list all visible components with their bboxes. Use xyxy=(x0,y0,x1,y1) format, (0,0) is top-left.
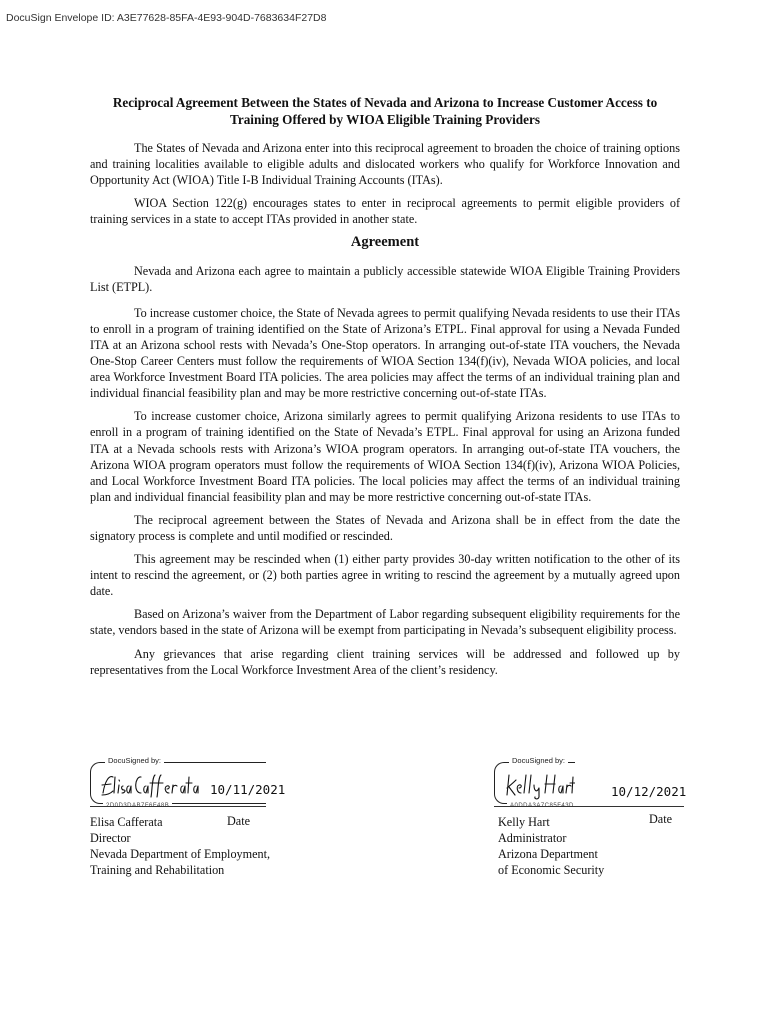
signer-details xyxy=(498,814,604,878)
signer-org-line-2: Training and Rehabilitation xyxy=(90,863,225,878)
signer-org-line-1: Nevada Department of Employment, xyxy=(90,847,271,862)
agreement-paragraph-2: To increase customer choice, the State of Nevada agrees to permit qualifying Nevada residents to use their ITAs to enroll in a program of training identified on the State of Arizona’s ETPL. Final approval for using a Nevada Funded ITA at an Arizona school rests with Nevada’s One-Stop operators. In arranging out-of-state ITA vouchers, the Nevada One-Stop Career Centers must follow the requirements of WIOA Section 134(f)(iv), Nevada WIOA policies, and local area Workforce Investment Board ITA policies. The area policies may affect the terms of an individual training plan and individual financial feasibility plan and may be more restrictive concerning out-of-state ITAs. xyxy=(90,305,680,401)
signature-line xyxy=(90,806,266,807)
signer-org-line-1: Arizona Department xyxy=(498,847,598,862)
document-title: Reciprocal Agreement Between the States of Nevada and Arizona to Increase Customer Access to Training Offered by WIOA Eligible Training Providers xyxy=(112,95,658,127)
docusign-envelope-id: DocuSign Envelope ID: A3E77628-85FA-4E93-904D-7683634F27D8 xyxy=(6,12,327,24)
docusign-frame-id: 2D0D3DAB7F6F48B xyxy=(103,803,172,809)
intro-paragraph-1: The States of Nevada and Arizona enter into this reciprocal agreement to broaden the choice of training options and training localities available to eligible adults and dislocated workers who qualify for Workforce Innovation and Opportunity Act (WIOA) Title I-B Individual Training Accounts (ITAs). xyxy=(90,141,680,188)
signer-org-line-2: of Economic Security xyxy=(498,863,605,878)
handwritten-signature xyxy=(503,771,575,801)
agreement-paragraph-4: The reciprocal agreement between the States of Nevada and Arizona shall be in effect from the date the signatory process is complete and until modified or rescinded. xyxy=(90,512,680,543)
agreement-paragraph-6: Based on Arizona’s waiver from the Department of Labor regarding subsequent eligibility requirements for the state, vendors based in the state of Arizona will be exempt from participating in Nevada’s subsequent eligibility process. xyxy=(90,607,680,638)
agreement-heading: Agreement xyxy=(350,234,420,251)
docusign-frame xyxy=(494,756,575,809)
docusign-frame-id: A0DDA3A7C85F43D xyxy=(507,803,577,809)
signer-name: Kelly Hart xyxy=(498,815,550,829)
docusigned-by-label: DocuSigned by: xyxy=(105,756,164,765)
date-label: Date xyxy=(649,812,673,826)
signer-title: Director xyxy=(90,831,131,846)
docusigned-by-label: DocuSigned by: xyxy=(509,756,568,765)
handwritten-signature xyxy=(99,771,199,801)
agreement-paragraph-1: Nevada and Arizona each agree to maintain a publicly accessible statewide WIOA Eligible Training Providers List (ETPL). xyxy=(90,263,680,294)
agreement-paragraph-7: Any grievances that arise regarding client training services will be addressed and followed up by representatives from the Local Workforce Investment Area of the client’s residency. xyxy=(90,646,680,677)
signed-date: 10/12/2021 xyxy=(611,784,687,799)
signer-name: Elisa Cafferata xyxy=(90,815,163,829)
signer-title: Administrator xyxy=(498,831,567,846)
agreement-paragraph-3: To increase customer choice, Arizona similarly agrees to permit qualifying Arizona residents to use ITAs to enroll in a program of training identified on the State of Nevada’s ETPL. Final approval for using an Arizona funded ITA at a Nevada schools rests with Arizona’s WIOA program operators. In arranging out-of-state ITA vouchers, the Arizona WIOA program operators must follow the requirements of WIOA Section 134(f)(iv), Arizona WIOA Policies, and Local Workforce Investment Board ITA policies. The local policies may affect the terms of an individual training plan and individual financial feasibility plan and may be more restrictive concerning out-of-state ITAs. xyxy=(90,409,680,504)
signed-date: 10/11/2021 xyxy=(210,782,286,797)
agreement-document xyxy=(90,94,680,685)
intro-paragraph-2: WIOA Section 122(g) encourages states to enter in reciprocal agreements to permit eligible providers of training services in a state to accept ITAs provided in another state. xyxy=(90,196,680,227)
agreement-paragraph-5: This agreement may be rescinded when (1) either party provides 30-day written notification to the other of its intent to rescind the agreement, or (2) both parties agree in writing to rescind the agreement by a mutually agreed upon date. xyxy=(90,552,680,599)
signature-line xyxy=(494,806,684,807)
date-label: Date xyxy=(227,814,251,828)
